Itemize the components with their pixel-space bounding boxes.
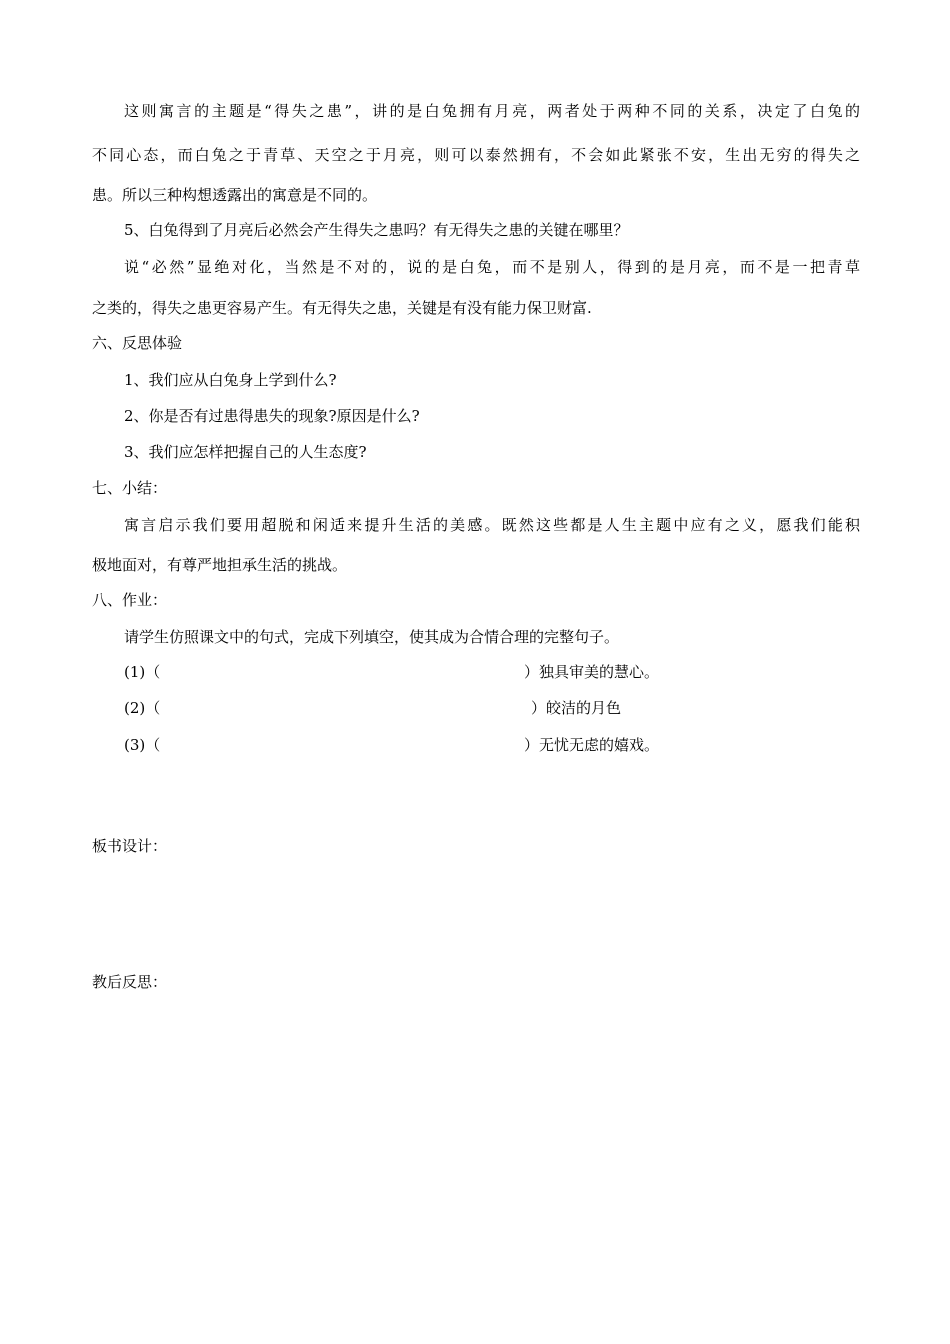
question-5: 5、白兔得到了月亮后必然会产生得失之患吗？有无得失之患的关键在哪里？	[124, 221, 629, 239]
section-heading-6: 六、反思体验	[92, 334, 183, 352]
section-heading-7: 七、小结：	[92, 479, 168, 497]
homework-instruction: 请学生仿照课文中的句式，完成下列填空，使其成为合情合理的完整句子。	[124, 628, 620, 646]
paragraph-line: 患。所以三种构想透露出的寓意是不同的。	[92, 186, 378, 204]
paragraph-line: 这则寓言的主题是“得失之患”，讲的是白兔拥有月亮，两者处于两种不同的关系，决定了白兔的	[124, 102, 860, 120]
paragraph-line: 说“必然”显绝对化，当然是不对的，说的是白兔，而不是别人，得到的是月亮，而不是一把青草	[124, 258, 860, 276]
list-item: 1、我们应从白兔身上学到什么?	[124, 371, 337, 389]
paragraph-line: 之类的，得失之患更容易产生。有无得失之患，关键是有没有能力保卫财富.	[92, 299, 592, 317]
section-heading-8: 八、作业：	[92, 591, 168, 609]
blank-number: (2)（	[124, 699, 161, 717]
paragraph-line: 极地面对，有尊严地担承生活的挑战。	[92, 556, 348, 574]
blank-text: ）皎洁的月色	[531, 699, 622, 717]
list-item: 2、你是否有过患得患失的现象?原因是什么?	[124, 407, 420, 425]
blank-text: ）无忧无虑的嬉戏。	[524, 736, 660, 754]
reflection-label: 教后反思：	[92, 973, 168, 991]
paragraph-line: 不同心态，而白兔之于青草、天空之于月亮，则可以泰然拥有，不会如此紧张不安，生出无穷的得失之	[92, 146, 860, 164]
list-item: 3、我们应怎样把握自己的人生态度?	[124, 443, 367, 461]
blank-text: ）独具审美的慧心。	[524, 663, 660, 681]
paragraph-line: 寓言启示我们要用超脱和闲适来提升生活的美感。既然这些都是人生主题中应有之义，愿我们能积	[124, 516, 860, 534]
board-design-label: 板书设计：	[92, 837, 168, 855]
blank-number: (3)（	[124, 736, 161, 754]
blank-number: (1)（	[124, 663, 161, 681]
